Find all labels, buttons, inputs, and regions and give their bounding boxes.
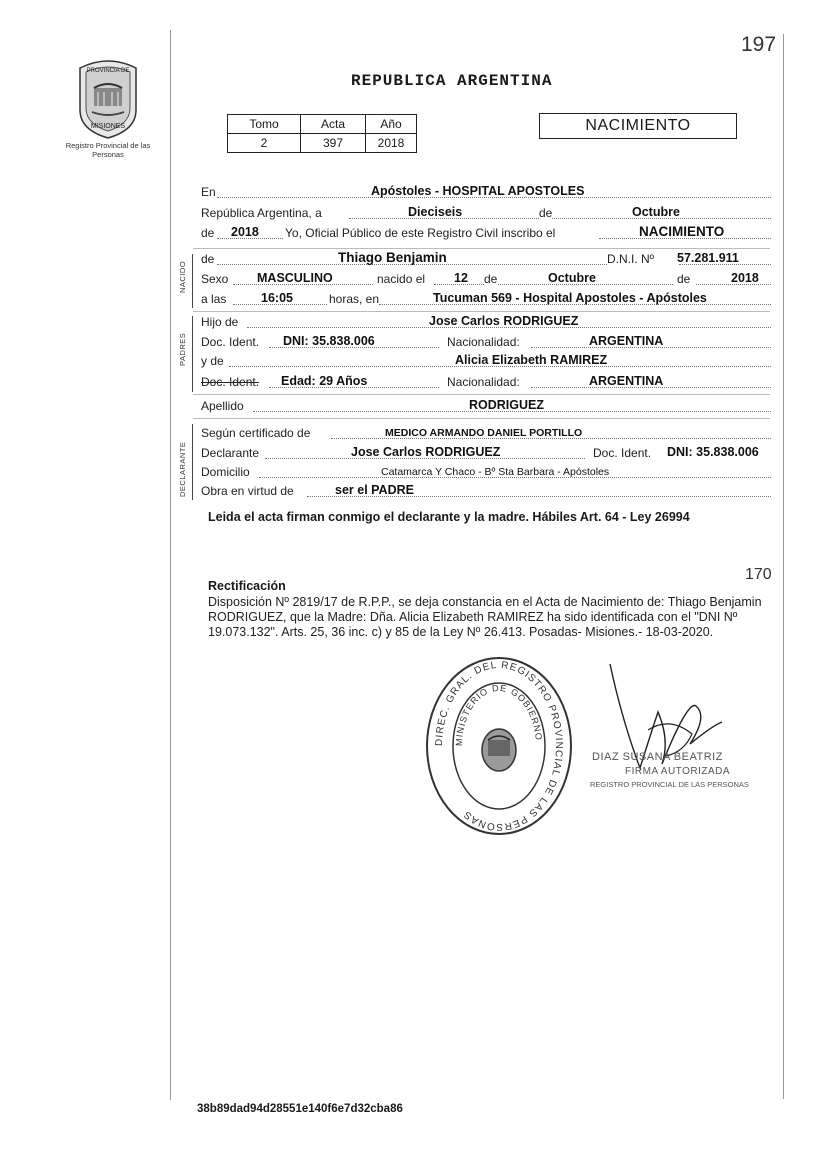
alas-label: a las [201,292,227,306]
padre-value: Jose Carlos RODRIGUEZ [429,314,579,328]
row-madre [201,352,771,370]
nacido-label: nacido el [377,272,426,286]
nacido-month: Octubre [548,271,596,285]
padres-section-label: PADRES [178,332,187,366]
madre-value: Alicia Elizabeth RAMIREZ [455,353,608,367]
sexo-label: Sexo [201,272,229,286]
madre-nac: ARGENTINA [589,374,664,388]
separator [193,248,770,249]
lugar-value: Tucuman 569 - Hospital Apostoles - Apóstoles [433,291,707,305]
row-apellido [201,397,771,415]
right-margin-line [783,34,784,1099]
signer-office: REGISTRO PROVINCIAL DE LAS PERSONAS [590,780,749,789]
segun-label: Según certificado de [201,426,311,440]
official-seal [424,656,574,836]
acta-header: Acta [301,115,366,134]
inscribo-value: NACIMIENTO [639,224,725,239]
de-label: de [539,206,553,220]
padre-doc: DNI: 35.838.006 [283,334,375,348]
document-hash: 38b89dad94d28551e140f6e7d32cba86 [197,1103,403,1115]
tomo-value: 2 [228,134,301,153]
year-label: de [201,226,215,240]
row-hora [201,290,771,308]
domicilio-label: Domicilio [201,465,250,479]
obra-label: Obra en virtud de [201,484,294,498]
tomo-header: Tomo [228,115,301,134]
acta-value: 397 [301,134,366,153]
republica-label: República Argentina, a [201,206,322,220]
decl-doc-value: DNI: 35.838.006 [667,445,759,459]
doc-label: Doc. Ident. [201,335,260,349]
svg-text:DIREC. GRAL. DEL REGISTRO PROV: DIREC. GRAL. DEL REGISTRO PROVINCIAL DE LAS PERSONAS [433,659,565,833]
rectificacion-title: Rectificación [208,579,286,593]
declarante-label: Declarante [201,446,260,460]
decl-doc-label: Doc. Ident. [593,446,652,460]
anio-value: 2018 [366,134,417,153]
nombre-value: Thiago Benjamin [338,250,447,265]
page-number: 197 [741,33,777,56]
signer-name: DIAZ SUSANA BEATRIZ [592,751,723,763]
en-label: En [201,185,216,199]
signer-role: FIRMA AUTORIZADA [625,766,731,777]
record-type-box: NACIMIENTO [539,113,737,139]
hora-value: 16:05 [261,291,293,305]
row-segun [201,424,771,442]
row-padre-doc [201,333,771,351]
declarante-value: Jose Carlos RODRIGUEZ [351,445,501,459]
apellido-value: RODRIGUEZ [469,398,544,412]
separator [193,394,770,395]
nacido-bar [192,254,193,308]
leida-text: Leida el acta firman conmigo el declarante y la madre. Hábiles Art. 64 - Ley 26994 [208,510,690,524]
en-value: Apóstoles - HOSPITAL APOSTOLES [371,184,585,198]
anio-header: Año [366,115,417,134]
obra-value: ser el PADRE [335,483,414,497]
month-value: Octubre [632,205,680,219]
separator [193,418,770,419]
nacido-year: 2018 [731,271,759,285]
row-fecha [201,204,771,222]
nac-label: Nacionalidad: [447,335,520,349]
provincial-logo [72,58,144,140]
nacido-de1: de [484,272,498,286]
year-value: 2018 [231,225,259,239]
svg-text:PROVINCIA DE: PROVINCIA DE [86,68,130,74]
sexo-value: MASCULINO [257,271,333,285]
dni-value: 57.281.911 [677,251,739,265]
horas-label: horas, en [329,292,380,306]
nombre-label: de [201,252,215,266]
domicilio-value: Catamarca Y Chaco - Bº Sta Barbara - Apóstoles [381,466,610,478]
row-madre-doc [201,373,771,391]
declarante-section-label: DECLARANTE [178,441,187,497]
doc2-label: Doc. Ident. [201,375,260,389]
dni-label: D.N.I. Nº [607,252,655,266]
row-obra [201,482,771,500]
row-declarante [201,444,771,462]
logo-caption: Registro Provincial de las Personas [65,141,151,159]
svg-text:MISIONES: MISIONES [90,123,126,130]
madre-doc: Edad: 29 Años [281,374,368,388]
nacido-de2: de [677,272,691,286]
hijo-label: Hijo de [201,315,239,329]
margin-number: 170 [745,566,772,583]
tomo-acta-table [227,114,417,153]
day-value: Dieciseis [408,205,463,219]
padre-nac: ARGENTINA [589,334,664,348]
document-title: REPUBLICA ARGENTINA [351,72,553,90]
nacido-section-label: NACIDO [178,260,187,293]
row-oficial [201,224,771,242]
row-nombre [201,250,771,268]
oficial-text: Yo, Oficial Público de este Registro Civil inscribo el [285,226,556,240]
apellido-label: Apellido [201,399,244,413]
row-sexo [201,270,771,288]
row-padre [201,313,771,331]
padres-bar [192,316,193,392]
separator [193,311,770,312]
row-domicilio [201,463,771,481]
nacido-day: 12 [454,271,468,285]
segun-value: MEDICO ARMANDO DANIEL PORTILLO [385,427,583,439]
declarante-bar [192,424,193,500]
svg-text:MINISTERIO DE GOBIERNO: MINISTERIO DE GOBIERNO [453,682,544,747]
row-en [201,183,771,201]
left-margin-line [170,30,171,1100]
yde-label: y de [201,354,224,368]
nac2-label: Nacionalidad: [447,375,520,389]
rectificacion-text: Disposición Nº 2819/17 de R.P.P., se deja constancia en el Acta de Nacimiento de: Thiago Benjamin RODRIGUEZ, que la Madre: Dña. Alicia Elizabeth RAMIREZ ha sido identificada con el "DNI Nº 19.073.132". Arts. 25, 36 inc. c) y 85 de la Ley Nº 26.413. Posadas- Misiones.- 18-03-2020. [208,595,762,639]
